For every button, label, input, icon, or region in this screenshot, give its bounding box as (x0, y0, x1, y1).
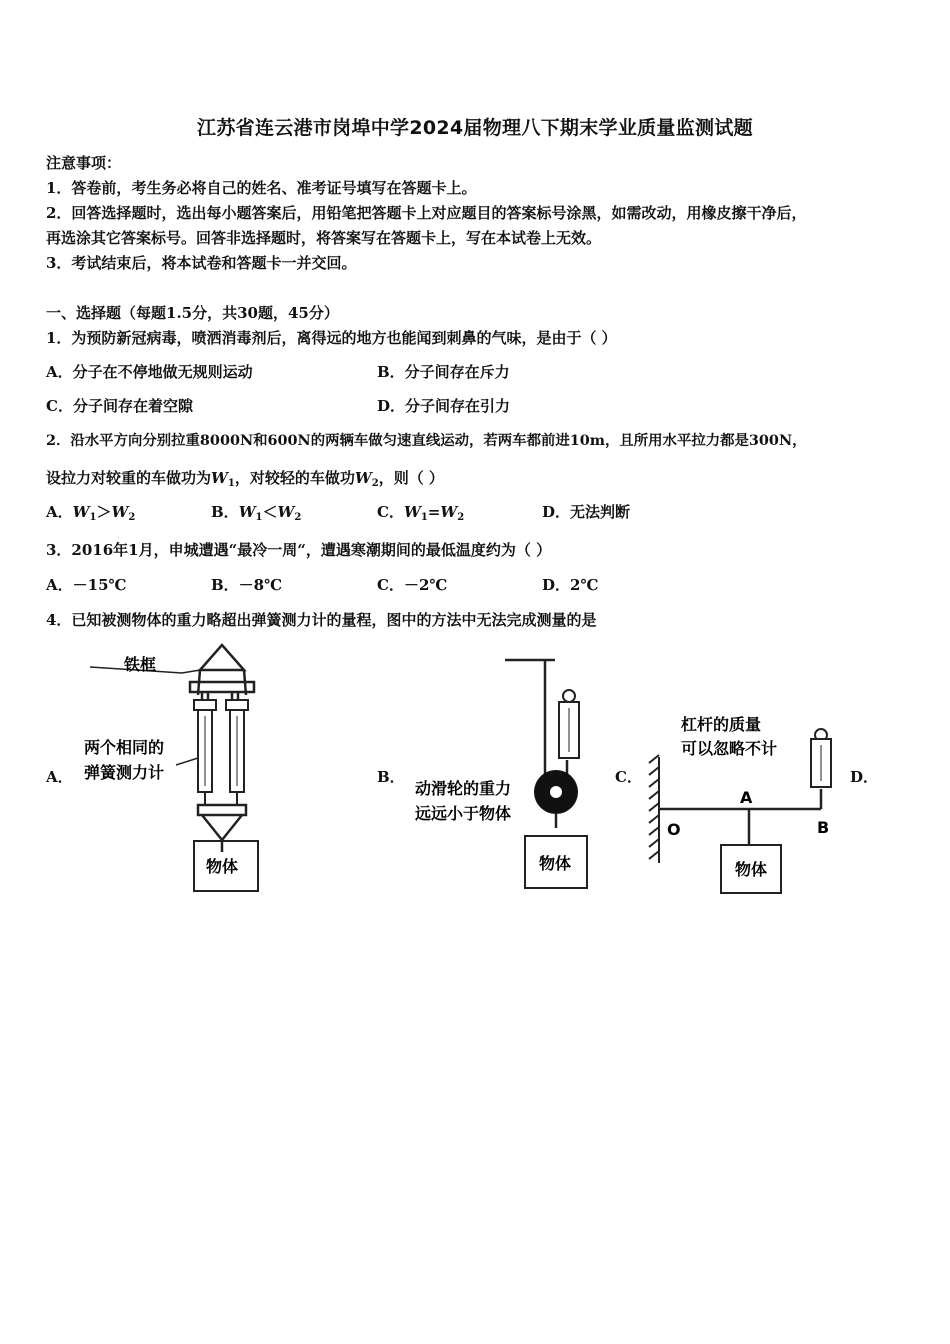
q2-option-a: A．$W_1>W_2$ (46, 503, 136, 523)
spring-scale (559, 690, 579, 758)
object-b-label: 物体 (539, 854, 572, 873)
label-pulley-1: 动滑轮的重力 (415, 779, 512, 798)
spring-scale-left (194, 700, 216, 805)
figure-b-pulley (405, 650, 605, 900)
question-4-stem: 4．已知被测物体的重力略超出弹簧测力计的量程，图中的方法中无法完成测量的是 (46, 611, 597, 629)
q3-option-d: D．2℃ (542, 576, 599, 594)
object-a-label: 物体 (206, 857, 239, 876)
label-pulley-2: 远远小于物体 (415, 804, 512, 823)
object-c-label: 物体 (735, 860, 768, 879)
notice-item-3: 3．考试结束后，将本试卷和答题卡一并交回。 (46, 254, 357, 272)
q1-option-a: A．分子在不停地做无规则运动 (46, 363, 253, 381)
question-1-stem: 1．为预防新冠病毒，喷洒消毒剂后，离得远的地方也能闻到刺鼻的气味，是由于（ ） (46, 329, 617, 347)
q1-option-b: B．分子间存在斥力 (377, 363, 510, 381)
label-springs-2: 弹簧测力计 (84, 763, 165, 782)
q2-option-c: C．$W_1=W_2$ (377, 503, 465, 523)
label-lever-1: 杠杆的质量 (681, 715, 762, 734)
q3-option-c: C．－2℃ (377, 576, 448, 594)
spring-scale-right (226, 700, 248, 805)
label-iron-frame: 铁框 (124, 655, 157, 674)
q2-option-d: D．无法判断 (542, 503, 631, 521)
q4-option-c-label: C． (615, 768, 642, 786)
q4-option-d-label: D． (850, 768, 879, 786)
q3-option-b: B．－8℃ (211, 576, 283, 594)
section-heading: 一、选择题（每题1.5分，共30题，45分） (46, 304, 339, 322)
q1-option-c: C．分子间存在着空隙 (46, 397, 193, 415)
label-springs-1: 两个相同的 (84, 738, 165, 757)
figure-a-spring-scales (70, 640, 300, 900)
notice-item-2-cont: 再选涂其它答案标号。回答非选择题时，将答案写在答题卡上，写在本试卷上无效。 (46, 229, 602, 247)
q1-option-d: D．分子间存在引力 (377, 397, 511, 415)
wall (649, 755, 659, 863)
page-title: 江苏省连云港市岗埠中学2024届物理八下期末学业质量监测试题 (197, 117, 753, 139)
q4-option-a-label: A． (46, 768, 73, 786)
notice-item-2: 2．回答选择题时，选出每小题答案后，用铅笔把答题卡上对应题目的答案标号涂黑，如需改动，用橡皮擦干净后， (46, 204, 807, 222)
notice-item-1: 1．答卷前，考生务必将自己的姓名、准考证号填写在答题卡上。 (46, 179, 477, 197)
q2-option-b: B．$W_1<W_2$ (211, 503, 302, 523)
question-2-line-2: 设拉力对较重的车做功为$W_1$，对较轻的车做功$W_2$，则（ ） (46, 469, 444, 489)
point-a-label: A (740, 788, 753, 807)
label-lever-2: 可以忽略不计 (681, 739, 778, 758)
point-o-label: O (667, 820, 681, 839)
notice-heading: 注意事项： (46, 154, 122, 172)
q3-option-a: A．－15℃ (46, 576, 127, 594)
figure-c-lever (645, 705, 855, 905)
question-3-stem: 3．2016年1月，申城遭遇“最冷一周“，遭遇寒潮期间的最低温度约为（ ） (46, 541, 552, 559)
point-b-label: B (817, 818, 830, 837)
question-2-line-1: 2．沿水平方向分别拉重8000N和600N的两辆车做匀速直线运动，若两车都前进10m，且所用水平拉力都是300N， (46, 432, 807, 449)
q4-option-b-label: B． (377, 768, 405, 786)
